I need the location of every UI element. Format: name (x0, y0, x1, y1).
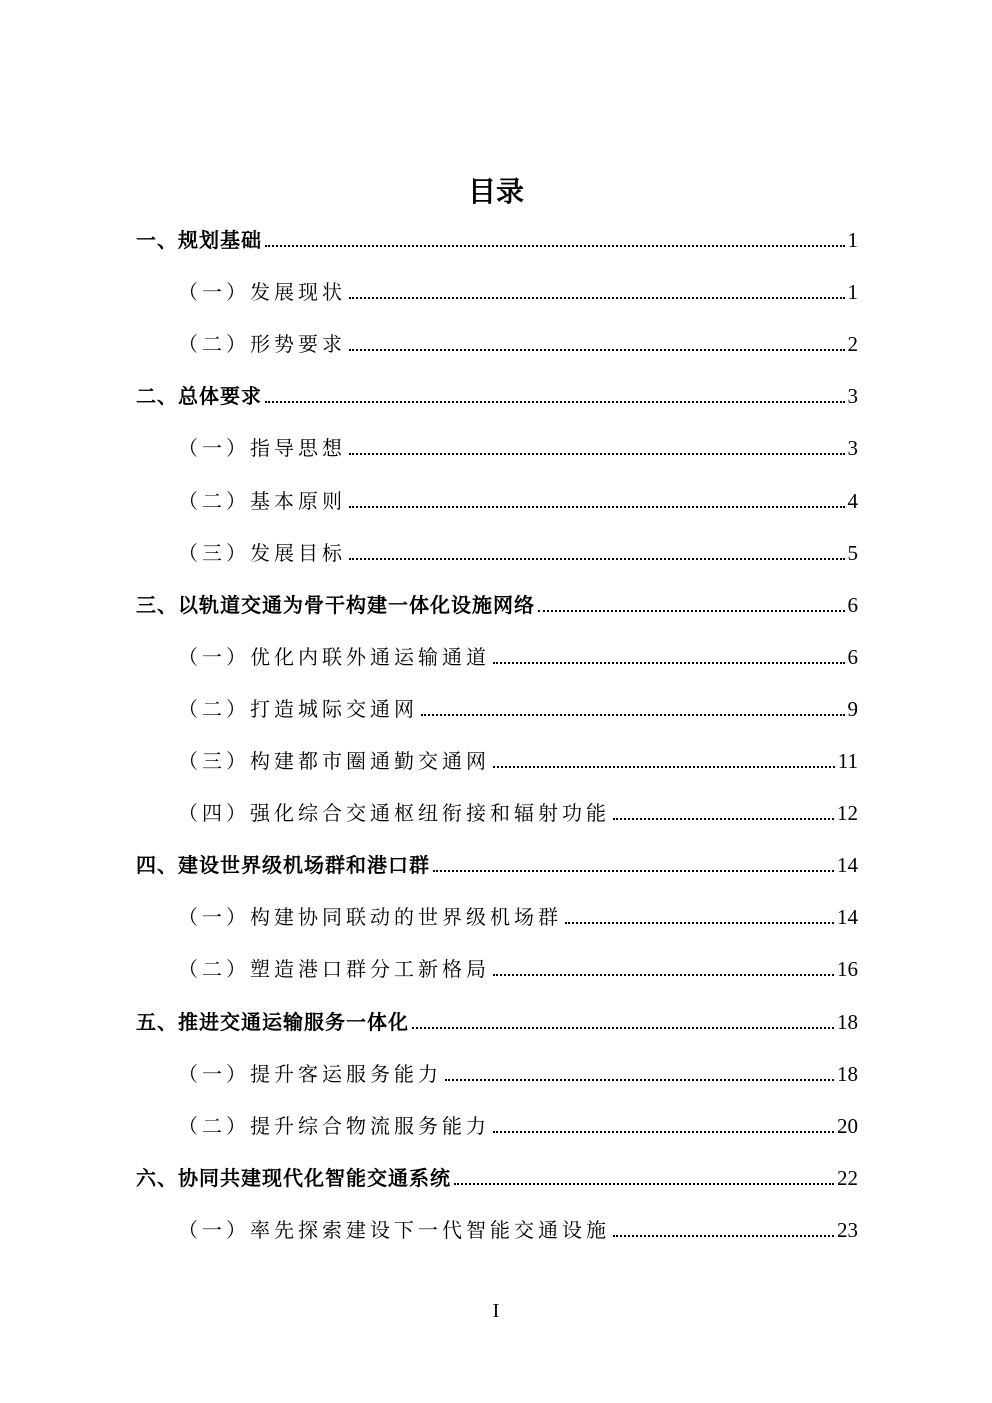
toc-chapter-entry[interactable] (136, 1006, 858, 1036)
toc-section-entry[interactable] (178, 432, 858, 462)
toc-entry-title: （二）打造城际交通网 (178, 697, 418, 721)
dot-leader (349, 506, 845, 508)
toc-entry-title: 五、推进交通运输服务一体化 (136, 1010, 409, 1034)
toc-section-entry[interactable] (178, 693, 858, 723)
toc-entry-title: （一）构建协同联动的世界级机场群 (178, 905, 562, 929)
toc-entry-page-number: 1 (847, 280, 858, 304)
toc-entry-title: 六、协同共建现代化智能交通系统 (136, 1166, 451, 1190)
toc-chapter-entry[interactable] (136, 224, 858, 254)
toc-section-entry[interactable] (178, 485, 858, 515)
dot-leader (493, 662, 845, 664)
toc-entry-title: 一、规划基础 (136, 228, 262, 252)
toc-section-entry[interactable] (178, 328, 858, 358)
toc-entry-page-number: 18 (837, 1062, 858, 1086)
dot-leader (445, 1079, 834, 1081)
toc-entry-page-number: 2 (847, 332, 858, 356)
footer-page-number: I (492, 1300, 500, 1322)
dot-leader (613, 1235, 834, 1237)
dot-leader (421, 714, 845, 716)
toc-section-entry[interactable] (178, 276, 858, 306)
dot-leader (349, 453, 845, 455)
toc-entry-title: （二）塑造港口群分工新格局 (178, 957, 490, 981)
toc-chapter-entry[interactable] (136, 380, 858, 410)
toc-entry-page-number: 3 (847, 384, 858, 408)
page-title: 目录 (467, 175, 524, 208)
toc-entry-page-number: 18 (837, 1010, 858, 1034)
toc-entry-page-number: 14 (837, 905, 858, 929)
toc-entry-page-number: 16 (837, 957, 858, 981)
toc-entry-title: （一）发展现状 (178, 280, 346, 304)
toc-chapter-entry[interactable] (136, 589, 858, 619)
dot-leader (613, 818, 834, 820)
dot-leader (349, 558, 845, 560)
toc-entry-page-number: 12 (837, 801, 858, 825)
toc-entry-page-number: 6 (847, 645, 858, 669)
toc-section-entry[interactable] (178, 901, 858, 931)
toc-section-entry[interactable] (178, 953, 858, 983)
dot-leader (538, 610, 845, 612)
toc-entry-title: （一）优化内联外通运输通道 (178, 645, 490, 669)
dot-leader (349, 297, 845, 299)
toc-entry-page-number: 1 (847, 228, 858, 252)
toc-entry-page-number: 14 (837, 853, 858, 877)
toc-chapter-entry[interactable] (136, 849, 858, 879)
toc-section-entry[interactable] (178, 1214, 858, 1244)
toc-entry-title: （二）提升综合物流服务能力 (178, 1114, 490, 1138)
toc-entry-title: （一）提升客运服务能力 (178, 1062, 442, 1086)
toc-entry-page-number: 5 (847, 541, 858, 565)
toc-section-entry[interactable] (178, 1110, 858, 1140)
toc-entry-page-number: 6 (847, 593, 858, 617)
toc-section-entry[interactable] (178, 1058, 858, 1088)
toc-entry-title: （一）指导思想 (178, 436, 346, 460)
toc-chapter-entry[interactable] (136, 1162, 858, 1192)
toc-section-entry[interactable] (178, 537, 858, 567)
toc-entry-page-number: 3 (847, 436, 858, 460)
dot-leader (493, 766, 835, 768)
toc-entry-title: 二、总体要求 (136, 384, 262, 408)
toc-entry-page-number: 11 (837, 749, 858, 773)
dot-leader (265, 245, 845, 247)
dot-leader (493, 1131, 834, 1133)
toc-entry-page-number: 20 (837, 1114, 858, 1138)
toc-entry-title: （一）率先探索建设下一代智能交通设施 (178, 1218, 610, 1242)
dot-leader (349, 349, 845, 351)
toc-entry-title: （二）基本原则 (178, 489, 346, 513)
dot-leader (412, 1027, 834, 1029)
toc-section-entry[interactable] (178, 745, 858, 775)
toc-entry-title: （二）形势要求 (178, 332, 346, 356)
toc-entry-page-number: 9 (847, 697, 858, 721)
dot-leader (493, 974, 834, 976)
toc-entry-page-number: 22 (837, 1166, 858, 1190)
toc-entry-title: 三、以轨道交通为骨干构建一体化设施网络 (136, 593, 535, 617)
toc-section-entry[interactable] (178, 797, 858, 827)
toc-entry-title: 四、建设世界级机场群和港口群 (136, 853, 430, 877)
dot-leader (433, 870, 834, 872)
dot-leader (265, 401, 845, 403)
toc-section-entry[interactable] (178, 641, 858, 671)
toc-entry-page-number: 23 (837, 1218, 858, 1242)
toc-entry-title: （三）构建都市圈通勤交通网 (178, 749, 490, 773)
toc-entry-title: （四）强化综合交通枢纽衔接和辐射功能 (178, 801, 610, 825)
dot-leader (454, 1183, 834, 1185)
dot-leader (565, 922, 834, 924)
toc-entry-page-number: 4 (847, 489, 858, 513)
toc-entry-title: （三）发展目标 (178, 541, 346, 565)
